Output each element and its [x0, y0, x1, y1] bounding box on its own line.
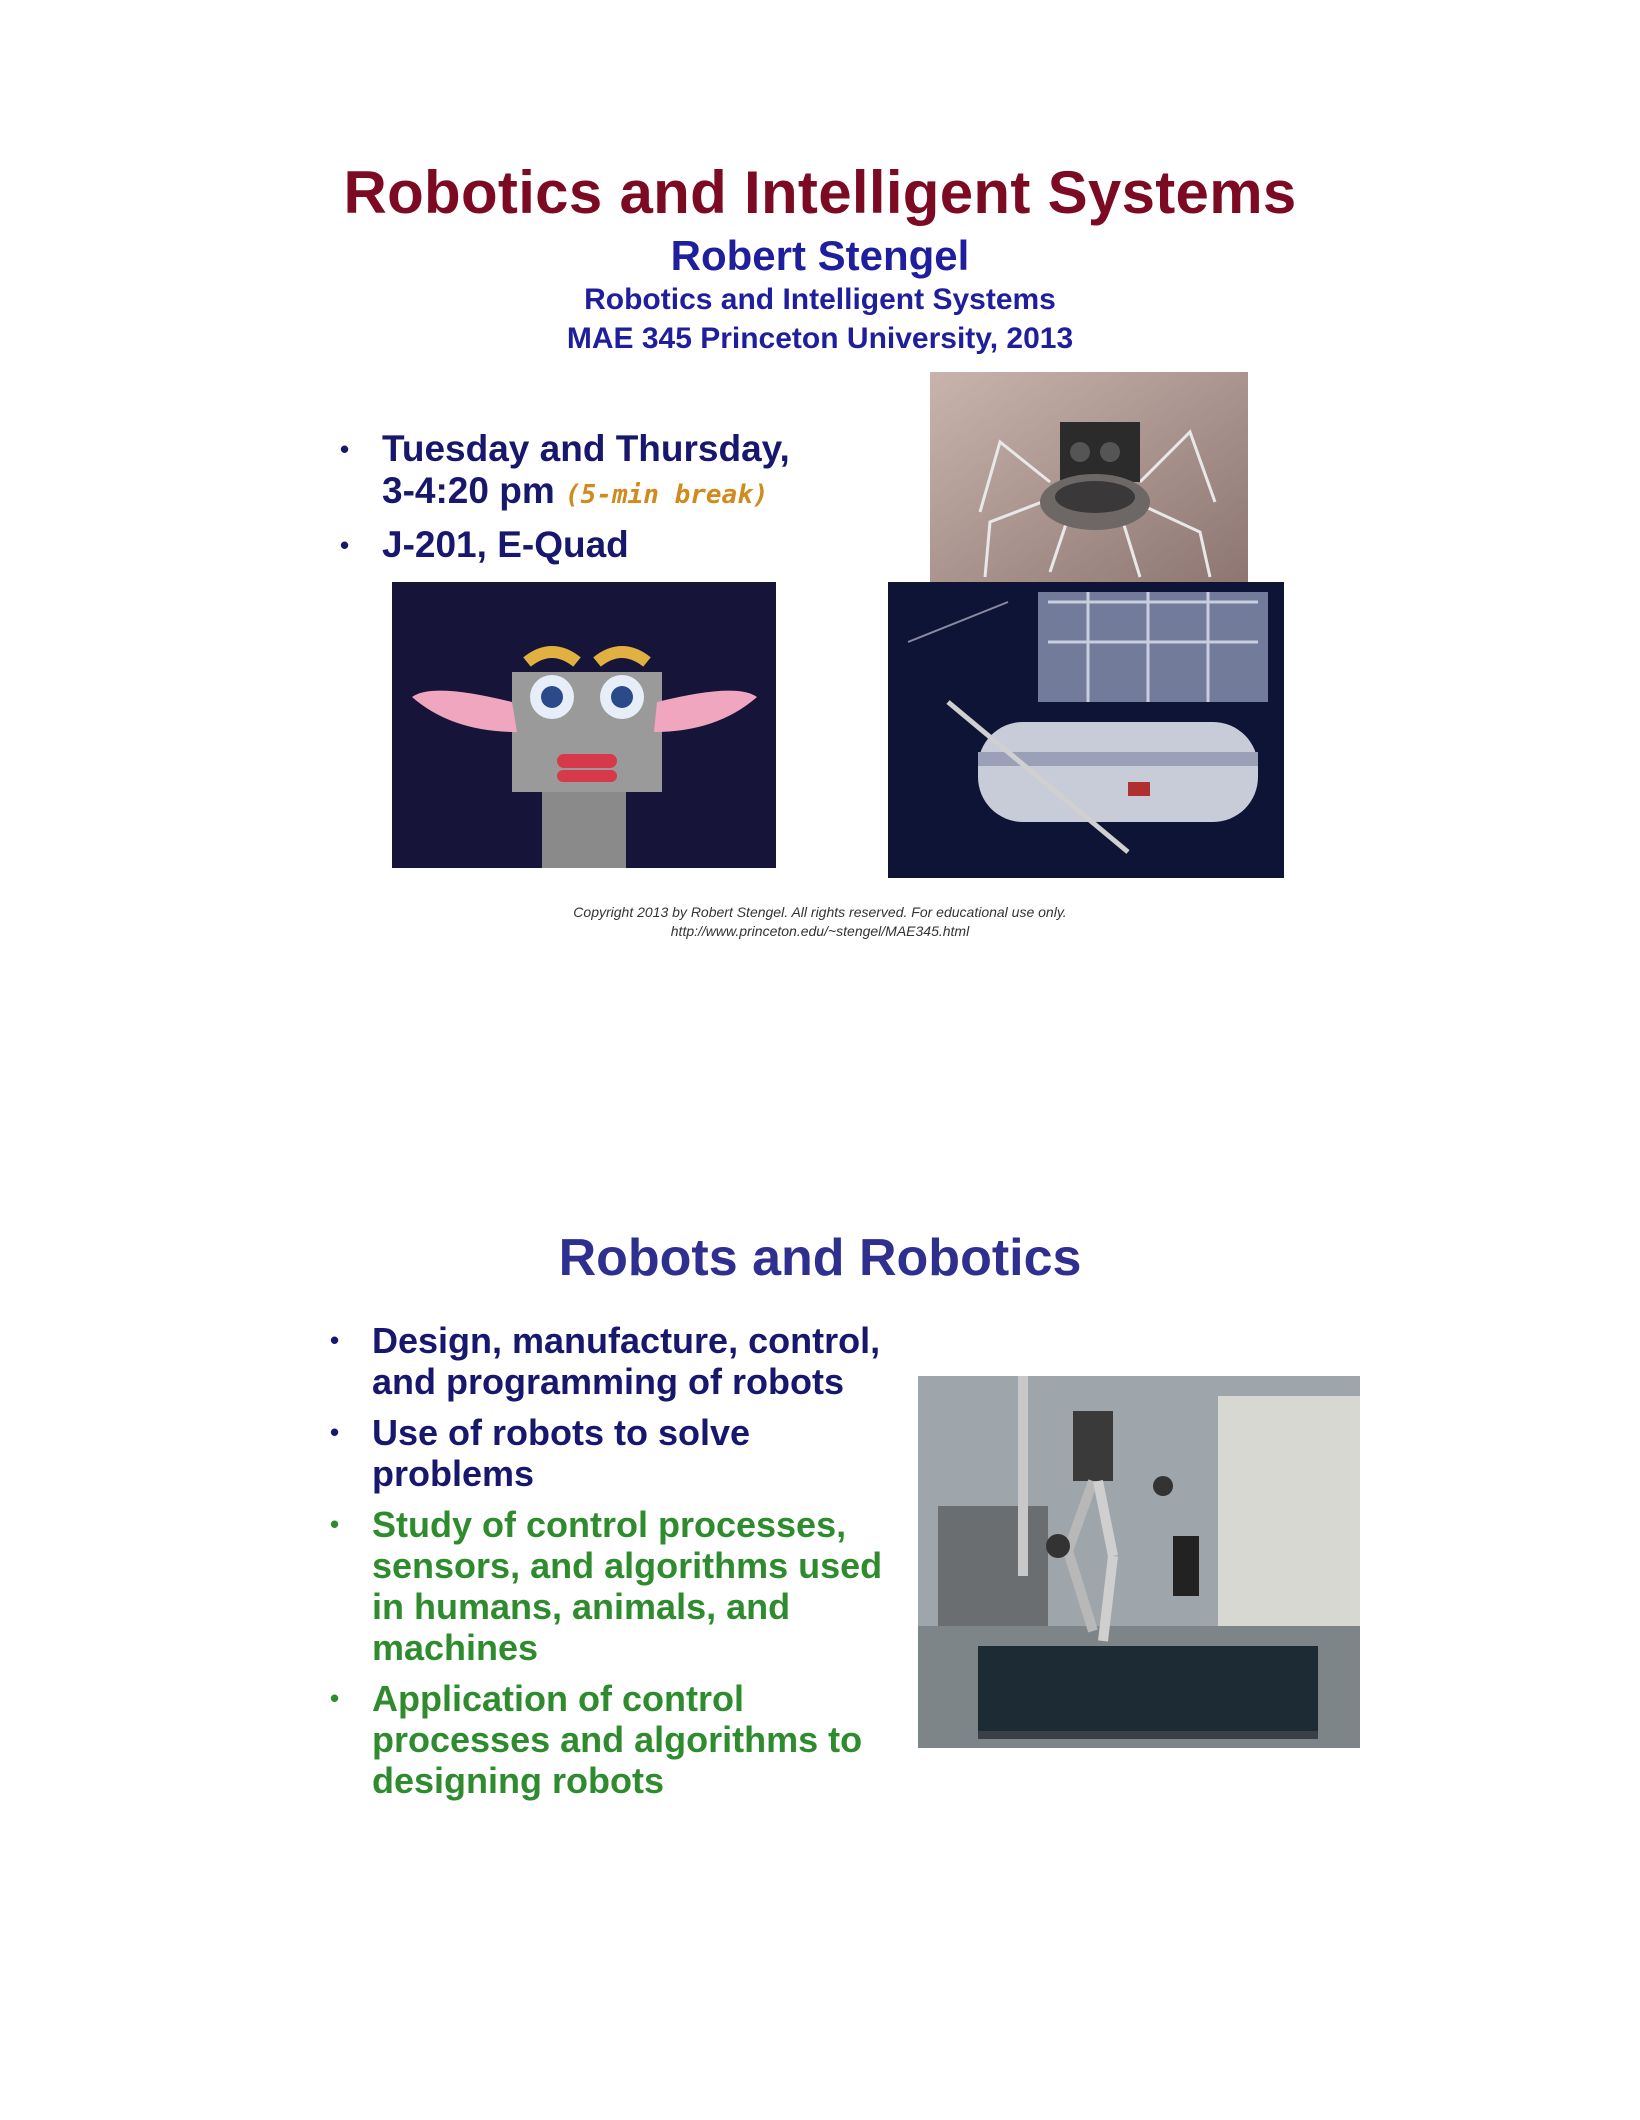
hexapod-robot-photo — [930, 372, 1248, 584]
list-item — [338, 524, 938, 566]
robotics-definition-list — [328, 1320, 908, 1811]
space-robot-photo — [888, 582, 1284, 878]
bullet-icon: • — [330, 1417, 340, 1447]
slide-title: Robotics and Intelligent Systems — [343, 159, 1297, 226]
author-name: Robert Stengel — [670, 232, 970, 279]
bullet-icon: • — [340, 530, 350, 560]
list-item — [328, 1412, 908, 1494]
slide-1 — [0, 0, 1640, 1000]
schedule-time: 3-4:20 pm — [382, 470, 555, 511]
bullet-text: Application of control processes and algorithms to designing robots — [372, 1678, 863, 1801]
course-info: MAE 345 Princeton University, 2013 — [566, 322, 1074, 355]
list-item — [328, 1504, 908, 1668]
schedule-list — [338, 428, 938, 574]
break-note: (5-min break) — [565, 480, 769, 510]
kismet-robot-face-photo — [392, 582, 776, 868]
bullet-text: Study of control processes, sensors, and algorithms used in humans, animals, and machines — [372, 1504, 883, 1668]
schedule-days: Tuesday and Thursday, — [382, 428, 790, 469]
copyright-notice: Copyright 2013 by Robert Stengel. All rights reserved. For educational use only. — [573, 904, 1067, 920]
slide-2-title: Robots and Robotics — [558, 1229, 1082, 1287]
course-url: http://www.princeton.edu/~stengel/MAE345.html — [670, 923, 970, 939]
bullet-text: Use of robots to solve problems — [372, 1412, 751, 1494]
biped-walking-robot-photo — [918, 1376, 1360, 1748]
list-item — [338, 428, 938, 516]
bullet-icon: • — [340, 434, 350, 464]
location: J-201, E-Quad — [382, 524, 629, 565]
list-item — [328, 1320, 908, 1402]
bullet-icon: • — [330, 1325, 340, 1355]
bullet-icon: • — [330, 1509, 340, 1539]
bullet-icon: • — [330, 1683, 340, 1713]
course-name: Robotics and Intelligent Systems — [584, 283, 1056, 316]
bullet-text: Design, manufacture, control, and programming of robots — [372, 1320, 881, 1402]
list-item — [328, 1678, 908, 1801]
